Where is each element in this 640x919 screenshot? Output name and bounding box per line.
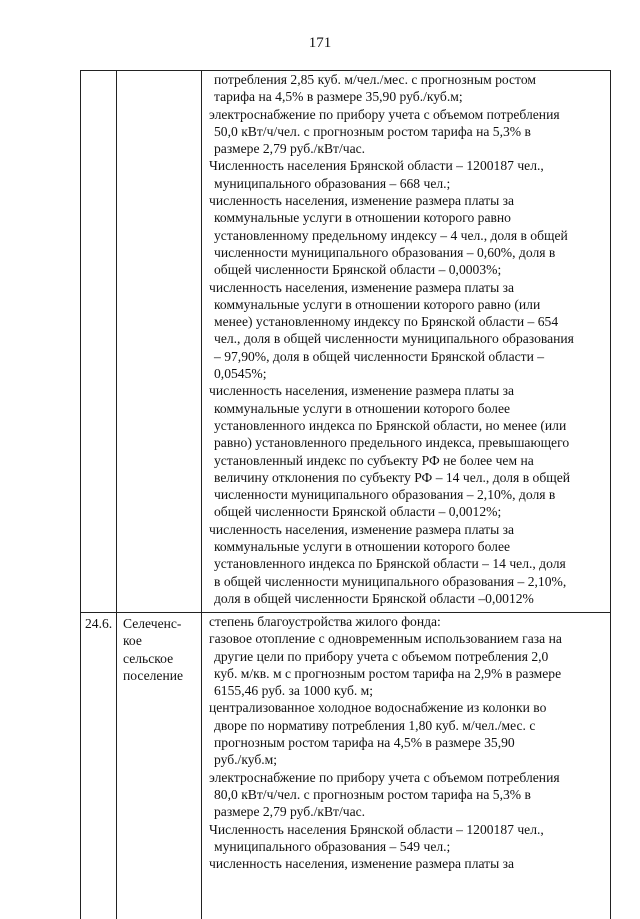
table-row xyxy=(81,613,611,919)
description-cell xyxy=(202,71,611,613)
description-line: 0,0545%; xyxy=(209,365,606,382)
description-line: размере 2,79 руб./кВт/час. xyxy=(209,803,606,820)
description-line: 6155,46 руб. за 1000 куб. м; xyxy=(209,682,606,699)
description-line: другие цели по прибору учета с объемом потребления 2,0 xyxy=(209,648,606,665)
description-line: руб./куб.м; xyxy=(209,751,606,768)
row-number-cell xyxy=(81,71,117,613)
description-line: численность населения, изменение размера платы за xyxy=(209,192,606,209)
description-line: численность населения, изменение размера платы за xyxy=(209,855,606,872)
description-line: коммунальные услуги в отношении которого более xyxy=(209,538,606,555)
settlement-name-cell xyxy=(117,71,202,613)
settlement-name-line: кое xyxy=(123,632,201,649)
description-line: численность населения, изменение размера платы за xyxy=(209,521,606,538)
description-line: куб. м/кв. м с прогнозным ростом тарифа на 2,9% в размере xyxy=(209,665,606,682)
settlements-table xyxy=(80,70,611,919)
description-line: общей численности Брянской области – 0,0012%; xyxy=(209,503,606,520)
description-line: установленный индекс по субъекту РФ не более чем на xyxy=(209,452,606,469)
table-row xyxy=(81,71,611,613)
description-line: муниципального образования – 668 чел.; xyxy=(209,175,606,192)
description-line: доля в общей численности Брянской области –0,0012% xyxy=(209,590,606,607)
description-line: коммунальные услуги в отношении которого равно xyxy=(209,209,606,226)
description-line: численности муниципального образования – 0,60%, доля в xyxy=(209,244,606,261)
description-line: муниципального образования – 549 чел.; xyxy=(209,838,606,855)
settlement-name-cell xyxy=(117,613,202,919)
description-line: электроснабжение по прибору учета с объемом потребления xyxy=(209,769,606,786)
description-line: коммунальные услуги в отношении которого равно (или xyxy=(209,296,606,313)
description-line: – 97,90%, доля в общей численности Брянской области – xyxy=(209,348,606,365)
description-line: величину отклонения по субъекту РФ – 14 чел., доля в общей xyxy=(209,469,606,486)
description-line: установленному предельному индексу – 4 чел., доля в общей xyxy=(209,227,606,244)
description-line: равно) установленного предельного индекса, превышающего xyxy=(209,434,606,451)
description-line: 50,0 кВт/ч/чел. с прогнозным ростом тарифа на 5,3% в xyxy=(209,123,606,140)
description-line: газовое отопление с одновременным использованием газа на xyxy=(209,630,606,647)
description-line: Численность населения Брянской области – 1200187 чел., xyxy=(209,821,606,838)
description-line: Численность населения Брянской области – 1200187 чел., xyxy=(209,157,606,174)
description-line: электроснабжение по прибору учета с объемом потребления xyxy=(209,106,606,123)
description-line: численности муниципального образования – 2,10%, доля в xyxy=(209,486,606,503)
description-line: дворе по нормативу потребления 1,80 куб. м/чел./мес. с xyxy=(209,717,606,734)
description-line: установленного индекса по Брянской области – 14 чел., доля xyxy=(209,555,606,572)
page-number: 171 xyxy=(0,34,640,52)
description-line: общей численности Брянской области – 0,0003%; xyxy=(209,261,606,278)
description-line: менее) установленному индексу по Брянской области – 654 xyxy=(209,313,606,330)
description-line: централизованное холодное водоснабжение из колонки во xyxy=(209,699,606,716)
description-line: чел., доля в общей численности муниципального образования xyxy=(209,330,606,347)
description-line: размере 2,79 руб./кВт/час. xyxy=(209,140,606,157)
description-line: потребления 2,85 куб. м/чел./мес. с прогнозным ростом xyxy=(209,71,606,88)
description-line: тарифа на 4,5% в размере 35,90 руб./куб.м; xyxy=(209,88,606,105)
settlement-name-line: сельское xyxy=(123,650,201,667)
description-line: установленного индекса по Брянской области, но менее (или xyxy=(209,417,606,434)
description-line: численность населения, изменение размера платы за xyxy=(209,279,606,296)
description-cell xyxy=(202,613,611,919)
row-number-cell: 24.6. xyxy=(81,613,117,919)
description-line: коммунальные услуги в отношении которого более xyxy=(209,400,606,417)
settlement-name-line: поселение xyxy=(123,667,201,684)
description-line: 80,0 кВт/ч/чел. с прогнозным ростом тарифа на 5,3% в xyxy=(209,786,606,803)
description-line: прогнозным ростом тарифа на 4,5% в размере 35,90 xyxy=(209,734,606,751)
description-line: численность населения, изменение размера платы за xyxy=(209,382,606,399)
description-line: в общей численности муниципального образования – 2,10%, xyxy=(209,573,606,590)
settlement-name-line: Селеченс- xyxy=(123,615,201,632)
description-line: степень благоустройства жилого фонда: xyxy=(209,613,606,630)
